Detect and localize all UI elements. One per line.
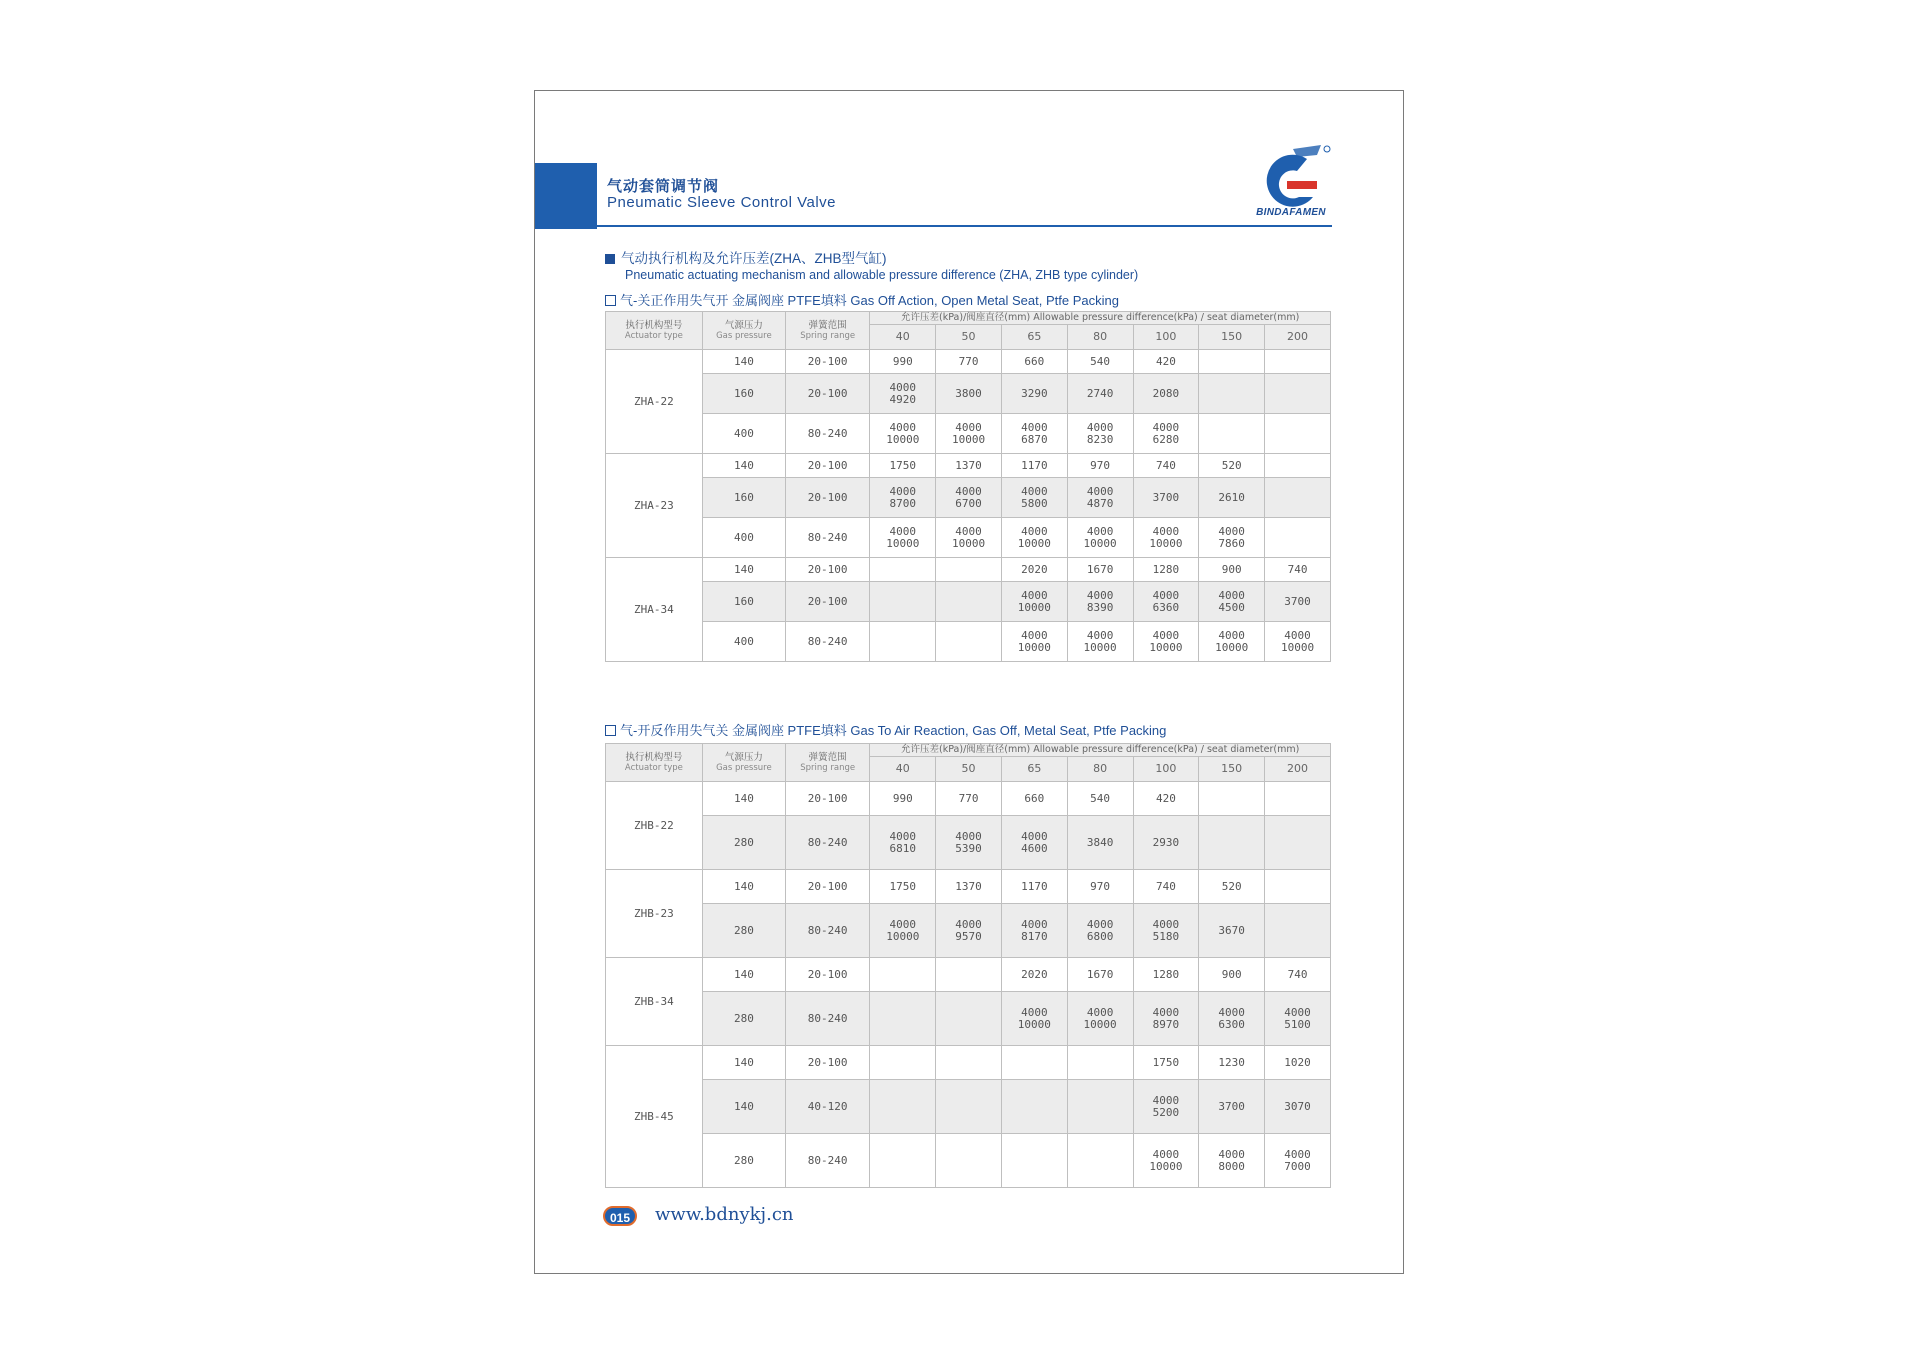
spring-range-cell: 20-100 [785, 870, 869, 904]
spring-range-cell: 20-100 [785, 558, 869, 582]
table1-subtitle [605, 290, 1119, 309]
title-accent-bar [535, 163, 597, 229]
actuator-header-cn: 执行机构型号 [625, 320, 683, 331]
pressure-value-cell: 3700 [1133, 478, 1199, 518]
pressure-value-cell: 3800 [936, 374, 1002, 414]
pressure-value-cell: 3070 [1265, 1080, 1331, 1134]
table2-subtitle [605, 720, 1166, 739]
table-row [606, 904, 1331, 958]
gas-pressure-cell: 280 [702, 992, 785, 1046]
pressure-value-cell: 900 [1199, 558, 1265, 582]
pressure-value-cell: 4000 8170 [1001, 904, 1067, 958]
pressure-value-cell [1199, 782, 1265, 816]
pressure-value-cell: 4000 5100 [1265, 992, 1331, 1046]
pressure-value-cell: 2740 [1067, 374, 1133, 414]
seat-diameter-header: 50 [936, 757, 1002, 782]
pressure-value-cell: 3840 [1067, 816, 1133, 870]
website-url[interactable]: www.bdnykj.cn [655, 1204, 794, 1225]
title-divider [597, 225, 1332, 227]
table1-subtitle-text: 气-关正作用失气开 金属阀座 PTFE填料 Gas Off Action, Open Metal Seat, Ptfe Packing [620, 293, 1119, 308]
pressure-value-cell [936, 958, 1002, 992]
gas-pressure-header-en: Gas pressure [716, 763, 772, 773]
actuator-header-cn: 执行机构型号 [625, 752, 683, 763]
spring-range-header [785, 744, 869, 782]
seat-diameter-header: 50 [936, 325, 1002, 350]
pressure-value-cell [1067, 1134, 1133, 1188]
pressure-value-cell: 660 [1001, 350, 1067, 374]
pressure-value-cell [1067, 1046, 1133, 1080]
pressure-value-cell [870, 582, 936, 622]
gas-pressure-cell: 140 [702, 782, 785, 816]
table-row [606, 782, 1331, 816]
pressure-value-cell [1265, 870, 1331, 904]
checkbox-bullet-icon [605, 725, 616, 736]
pressure-value-cell [936, 1046, 1002, 1080]
gas-pressure-header-cn: 气源压力 [724, 320, 763, 331]
table-row [606, 478, 1331, 518]
pressure-value-cell: 740 [1133, 870, 1199, 904]
pressure-value-cell: 540 [1067, 782, 1133, 816]
spring-range-cell: 40-120 [785, 1080, 869, 1134]
pressure-value-cell: 4000 8230 [1067, 414, 1133, 454]
header-row [606, 744, 1331, 757]
table2-subtitle-text: 气-开反作用失气关 金属阀座 PTFE填料 Gas To Air Reaction, Gas Off, Metal Seat, Ptfe Packing [620, 723, 1167, 738]
table-row [606, 374, 1331, 414]
catalog-page [534, 90, 1404, 1274]
spring-range-header-cn: 弹簧范围 [808, 752, 847, 763]
pressure-value-cell: 4000 8970 [1133, 992, 1199, 1046]
pressure-value-cell: 1020 [1265, 1046, 1331, 1080]
gas-pressure-header [702, 744, 785, 782]
pressure-value-cell [936, 582, 1002, 622]
pressure-value-cell: 1370 [936, 870, 1002, 904]
table-row [606, 518, 1331, 558]
actuator-model-cell: ZHB-34 [606, 958, 703, 1046]
pressure-value-cell: 2020 [1001, 958, 1067, 992]
page-number-badge: 015 [603, 1206, 637, 1226]
pressure-value-cell: 770 [936, 350, 1002, 374]
pressure-value-cell: 2930 [1133, 816, 1199, 870]
pressure-value-cell: 4000 4870 [1067, 478, 1133, 518]
pressure-value-cell: 4000 6870 [1001, 414, 1067, 454]
spring-range-cell: 80-240 [785, 414, 869, 454]
seat-diameter-header: 200 [1265, 325, 1331, 350]
pressure-value-cell: 4000 10000 [1133, 622, 1199, 662]
gas-pressure-cell: 140 [702, 558, 785, 582]
pressure-value-cell: 4000 4500 [1199, 582, 1265, 622]
pressure-value-cell: 4000 6700 [936, 478, 1002, 518]
pressure-value-cell: 4000 6810 [870, 816, 936, 870]
table-row [606, 582, 1331, 622]
spring-range-cell: 20-100 [785, 1046, 869, 1080]
spring-range-header [785, 312, 869, 350]
gas-pressure-cell: 140 [702, 1046, 785, 1080]
actuator-model-cell: ZHA-23 [606, 454, 703, 558]
table-row [606, 350, 1331, 374]
pressure-value-cell: 990 [870, 350, 936, 374]
gas-pressure-header-cn: 气源压力 [724, 752, 763, 763]
pressure-value-cell [1001, 1046, 1067, 1080]
pressure-value-cell [936, 622, 1002, 662]
pressure-value-cell: 4000 8390 [1067, 582, 1133, 622]
actuator-header-en: Actuator type [624, 331, 683, 341]
pressure-value-cell [870, 622, 936, 662]
spring-range-cell: 80-240 [785, 816, 869, 870]
allowable-pressure-header: 允许压差(kPa)/阀座直径(mm) Allowable pressure difference(kPa) / seat diameter(mm) [870, 744, 1331, 757]
pressure-value-cell: 4000 9570 [936, 904, 1002, 958]
gas-pressure-cell: 400 [702, 414, 785, 454]
pressure-value-cell: 4000 4600 [1001, 816, 1067, 870]
seat-diameter-header: 150 [1199, 325, 1265, 350]
pressure-value-cell: 740 [1133, 454, 1199, 478]
table-row [606, 622, 1331, 662]
pressure-value-cell: 740 [1265, 958, 1331, 992]
pressure-value-cell: 4000 5390 [936, 816, 1002, 870]
pressure-value-cell: 1370 [936, 454, 1002, 478]
allowable-pressure-header: 允许压差(kPa)/阀座直径(mm) Allowable pressure difference(kPa) / seat diameter(mm) [870, 312, 1331, 325]
actuator-model-cell: ZHB-23 [606, 870, 703, 958]
pressure-value-cell [1265, 454, 1331, 478]
pressure-value-cell [1265, 350, 1331, 374]
checkbox-bullet-icon [605, 295, 616, 306]
pressure-value-cell: 4000 7860 [1199, 518, 1265, 558]
pressure-value-cell [870, 992, 936, 1046]
gas-pressure-cell: 160 [702, 478, 785, 518]
pressure-value-cell: 970 [1067, 454, 1133, 478]
pressure-value-cell: 2020 [1001, 558, 1067, 582]
pressure-value-cell: 4000 5180 [1133, 904, 1199, 958]
pressure-value-cell: 4000 6800 [1067, 904, 1133, 958]
seat-diameter-header: 40 [870, 757, 936, 782]
pressure-value-cell: 4000 10000 [1067, 518, 1133, 558]
gas-pressure-cell: 280 [702, 1134, 785, 1188]
spring-range-cell: 20-100 [785, 478, 869, 518]
pressure-value-cell: 770 [936, 782, 1002, 816]
seat-diameter-header: 40 [870, 325, 936, 350]
gas-pressure-header-en: Gas pressure [716, 331, 772, 341]
pressure-value-cell: 4000 10000 [870, 414, 936, 454]
pressure-value-cell: 3290 [1001, 374, 1067, 414]
spring-range-header-en: Spring range [800, 763, 856, 773]
pressure-value-cell [1199, 414, 1265, 454]
pressure-value-cell: 4000 10000 [1001, 518, 1067, 558]
gas-pressure-cell: 140 [702, 454, 785, 478]
table-gas-off-action [605, 311, 1331, 662]
pressure-value-cell [1265, 816, 1331, 870]
pressure-value-cell [936, 992, 1002, 1046]
pressure-value-cell: 520 [1199, 454, 1265, 478]
pressure-value-cell: 4000 6280 [1133, 414, 1199, 454]
pressure-value-cell: 4000 10000 [1067, 992, 1133, 1046]
actuator-model-cell: ZHA-34 [606, 558, 703, 662]
pressure-value-cell: 1170 [1001, 870, 1067, 904]
spring-range-cell: 20-100 [785, 374, 869, 414]
pressure-value-cell: 4000 5800 [1001, 478, 1067, 518]
table-row [606, 870, 1331, 904]
spring-range-cell: 20-100 [785, 350, 869, 374]
table-row [606, 454, 1331, 478]
table-row [606, 1080, 1331, 1134]
pressure-value-cell: 4000 4920 [870, 374, 936, 414]
pressure-value-cell: 4000 10000 [936, 518, 1002, 558]
pressure-value-cell: 1670 [1067, 558, 1133, 582]
pressure-value-cell: 4000 10000 [1001, 622, 1067, 662]
table-row [606, 958, 1331, 992]
pressure-value-cell [1199, 350, 1265, 374]
pressure-value-cell: 1670 [1067, 958, 1133, 992]
pressure-value-cell: 3700 [1199, 1080, 1265, 1134]
pressure-value-cell: 4000 10000 [1133, 518, 1199, 558]
spring-range-header-cn: 弹簧范围 [808, 320, 847, 331]
pressure-value-cell [870, 1080, 936, 1134]
spring-range-cell: 80-240 [785, 518, 869, 558]
actuator-header [606, 312, 703, 350]
pressure-value-cell: 4000 6300 [1199, 992, 1265, 1046]
spring-range-cell: 80-240 [785, 622, 869, 662]
pressure-value-cell: 740 [1265, 558, 1331, 582]
pressure-value-cell: 3670 [1199, 904, 1265, 958]
logo-text: BINDAFAMEN [1256, 207, 1326, 218]
pressure-value-cell [1199, 374, 1265, 414]
pressure-value-cell: 660 [1001, 782, 1067, 816]
gas-pressure-cell: 400 [702, 622, 785, 662]
pressure-value-cell: 4000 7000 [1265, 1134, 1331, 1188]
table-row [606, 414, 1331, 454]
pressure-value-cell: 4000 10000 [1265, 622, 1331, 662]
gas-pressure-cell: 160 [702, 582, 785, 622]
pressure-value-cell [1001, 1134, 1067, 1188]
section-title-cn: 气动执行机构及允许压差(ZHA、ZHB型气缸) [621, 251, 887, 266]
seat-diameter-header: 200 [1265, 757, 1331, 782]
spring-range-cell: 20-100 [785, 582, 869, 622]
seat-diameter-header: 65 [1001, 325, 1067, 350]
seat-diameter-header: 100 [1133, 757, 1199, 782]
table-row [606, 1134, 1331, 1188]
spring-range-cell: 20-100 [785, 958, 869, 992]
gas-pressure-cell: 160 [702, 374, 785, 414]
seat-diameter-header: 150 [1199, 757, 1265, 782]
gas-pressure-cell: 280 [702, 816, 785, 870]
section-title-en: Pneumatic actuating mechanism and allowable pressure difference (ZHA, ZHB type cylinder) [625, 268, 1139, 282]
pressure-value-cell: 4000 10000 [1133, 1134, 1199, 1188]
pressure-value-cell [870, 558, 936, 582]
pressure-value-cell [870, 1046, 936, 1080]
pressure-value-cell [1265, 478, 1331, 518]
actuator-model-cell: ZHB-45 [606, 1046, 703, 1188]
pressure-value-cell: 520 [1199, 870, 1265, 904]
pressure-value-cell [1265, 904, 1331, 958]
table-row [606, 816, 1331, 870]
pressure-value-cell: 4000 8000 [1199, 1134, 1265, 1188]
spring-range-cell: 20-100 [785, 454, 869, 478]
pressure-value-cell: 4000 10000 [870, 518, 936, 558]
pressure-value-cell: 1750 [870, 870, 936, 904]
gas-pressure-cell: 400 [702, 518, 785, 558]
seat-diameter-header: 65 [1001, 757, 1067, 782]
pressure-value-cell: 4000 10000 [870, 904, 936, 958]
gas-pressure-cell: 140 [702, 870, 785, 904]
pressure-value-cell: 4000 10000 [936, 414, 1002, 454]
gas-pressure-cell: 140 [702, 958, 785, 992]
table-row [606, 1046, 1331, 1080]
pressure-value-cell: 990 [870, 782, 936, 816]
pressure-value-cell [1265, 782, 1331, 816]
spring-range-cell: 80-240 [785, 904, 869, 958]
actuator-header-en: Actuator type [624, 763, 683, 773]
spring-range-cell: 80-240 [785, 1134, 869, 1188]
seat-diameter-header: 80 [1067, 757, 1133, 782]
actuator-model-cell: ZHA-22 [606, 350, 703, 454]
gas-pressure-cell: 280 [702, 904, 785, 958]
pressure-value-cell: 1750 [1133, 1046, 1199, 1080]
pressure-value-cell: 1280 [1133, 958, 1199, 992]
spring-range-cell: 20-100 [785, 782, 869, 816]
pressure-value-cell [1265, 518, 1331, 558]
spring-range-header-en: Spring range [800, 331, 856, 341]
pressure-value-cell: 2080 [1133, 374, 1199, 414]
pressure-value-cell: 4000 8700 [870, 478, 936, 518]
square-bullet-icon [605, 254, 615, 264]
pressure-value-cell: 3700 [1265, 582, 1331, 622]
pressure-value-cell [936, 558, 1002, 582]
pressure-value-cell [870, 958, 936, 992]
actuator-header [606, 744, 703, 782]
section-heading [605, 251, 1138, 283]
pressure-value-cell: 1170 [1001, 454, 1067, 478]
pressure-value-cell: 420 [1133, 350, 1199, 374]
pressure-value-cell: 4000 10000 [1067, 622, 1133, 662]
pressure-value-cell: 970 [1067, 870, 1133, 904]
pressure-value-cell [1265, 374, 1331, 414]
pressure-value-cell: 4000 10000 [1001, 992, 1067, 1046]
page-title-en: Pneumatic Sleeve Control Valve [607, 194, 836, 211]
pressure-value-cell [936, 1134, 1002, 1188]
pressure-value-cell [1067, 1080, 1133, 1134]
table-row [606, 558, 1331, 582]
pressure-value-cell: 4000 10000 [1199, 622, 1265, 662]
seat-diameter-header: 100 [1133, 325, 1199, 350]
pressure-value-cell: 1750 [870, 454, 936, 478]
spring-range-cell: 80-240 [785, 992, 869, 1046]
seat-diameter-header: 80 [1067, 325, 1133, 350]
table-gas-to-air-reaction [605, 743, 1331, 1188]
pressure-value-cell: 4000 10000 [1001, 582, 1067, 622]
pressure-value-cell: 4000 5200 [1133, 1080, 1199, 1134]
header-row [606, 312, 1331, 325]
pressure-value-cell: 1230 [1199, 1046, 1265, 1080]
pressure-value-cell [936, 1080, 1002, 1134]
pressure-value-cell: 900 [1199, 958, 1265, 992]
pressure-value-cell: 540 [1067, 350, 1133, 374]
pressure-value-cell: 2610 [1199, 478, 1265, 518]
gas-pressure-header [702, 312, 785, 350]
pressure-value-cell [1265, 414, 1331, 454]
gas-pressure-cell: 140 [702, 1080, 785, 1134]
pressure-value-cell: 4000 6360 [1133, 582, 1199, 622]
gas-pressure-cell: 140 [702, 350, 785, 374]
pressure-value-cell [1001, 1080, 1067, 1134]
page-title-cn: 气动套筒调节阀 [607, 177, 720, 195]
actuator-model-cell: ZHB-22 [606, 782, 703, 870]
pressure-value-cell [870, 1134, 936, 1188]
pressure-value-cell [1199, 816, 1265, 870]
pressure-value-cell: 420 [1133, 782, 1199, 816]
pressure-value-cell: 1280 [1133, 558, 1199, 582]
table-row [606, 992, 1331, 1046]
